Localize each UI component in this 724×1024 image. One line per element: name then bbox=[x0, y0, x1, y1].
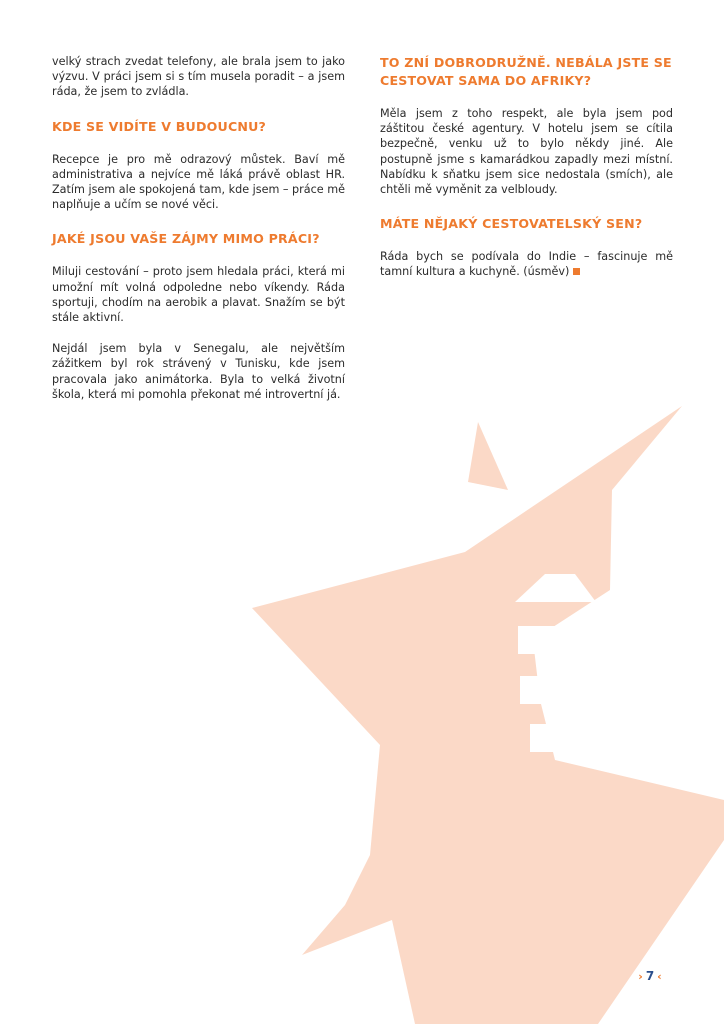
page-number-footer bbox=[628, 966, 672, 986]
answer-interests-1: Miluji cestování – proto jsem hledala práci, která mi umožní mít volná odpoledne nebo víkendy. Ráda sportuji, chodím na aerobik a plavat. Snažím se být stále aktivní. bbox=[52, 265, 345, 325]
answer-africa: Měla jsem z toho respekt, ale byla jsem pod záštitou české agentury. V hotelu jsem se cítila bezpečně, venku už to bylo někdy jiné. Ale postupně jsme s kamarádkou zapadly mezi místní. Nabídku k sňatku jsem sice nedostala (smích), ale chtěli mě vyměnit za velbloudy. bbox=[380, 107, 673, 197]
decor-stripe bbox=[520, 676, 676, 704]
question-future: KDE SE VIDÍTE V BUDOUCNU? bbox=[52, 118, 267, 134]
question-africa: TO ZNÍ DOBRODRUŽNĚ. NEBÁLA JSTE SE CESTOVAT SAMA DO AFRIKY? bbox=[380, 55, 672, 88]
answer-travel-dream-wrap bbox=[380, 249, 673, 279]
answer-travel-dream: Ráda bych se podívala do Indie – fascinuje mě tamní kultura a kuchyně. (úsměv) bbox=[380, 250, 673, 279]
decor-small-spike bbox=[468, 422, 508, 490]
intro-paragraph: velký strach zvedat telefony, ale brala jsem to jako výzvu. V práci jsem si s tím musela poradit – a jsem ráda, že jsem to zvládla. bbox=[52, 55, 345, 99]
answer-future: Recepce je pro mě odrazový můstek. Baví mě administrativa a nejvíce mě láká právě oblast HR. Zatím jsem ale spokojená tam, kde jsem – práce mě naplňuje a učím se nové věci. bbox=[52, 152, 345, 212]
arrow-left-icon: ‹ bbox=[657, 969, 662, 983]
decor-stripe bbox=[518, 626, 630, 654]
article-end-square-icon bbox=[573, 268, 580, 275]
page-number: 7 bbox=[645, 969, 655, 983]
decor-stripe bbox=[530, 724, 700, 752]
question-travel-dream: MÁTE NĚJAKÝ CESTOVATELSKÝ SEN? bbox=[380, 216, 643, 232]
right-column bbox=[380, 54, 673, 280]
decor-large-swoosh bbox=[252, 406, 724, 1024]
arrow-right-icon: › bbox=[638, 969, 643, 983]
answer-interests-2: Nejdál jsem byla v Senegalu, ale největším zážitkem byl rok strávený v Tunisku, kde jsem pracovala jako animátorka. Byla to velká životní škola, která mi pomohla překonat mé introvertní já. bbox=[52, 342, 345, 401]
question-interests: JAKÉ JSOU VAŠE ZÁJMY MIMO PRÁCI? bbox=[52, 231, 320, 247]
left-column bbox=[52, 54, 345, 402]
